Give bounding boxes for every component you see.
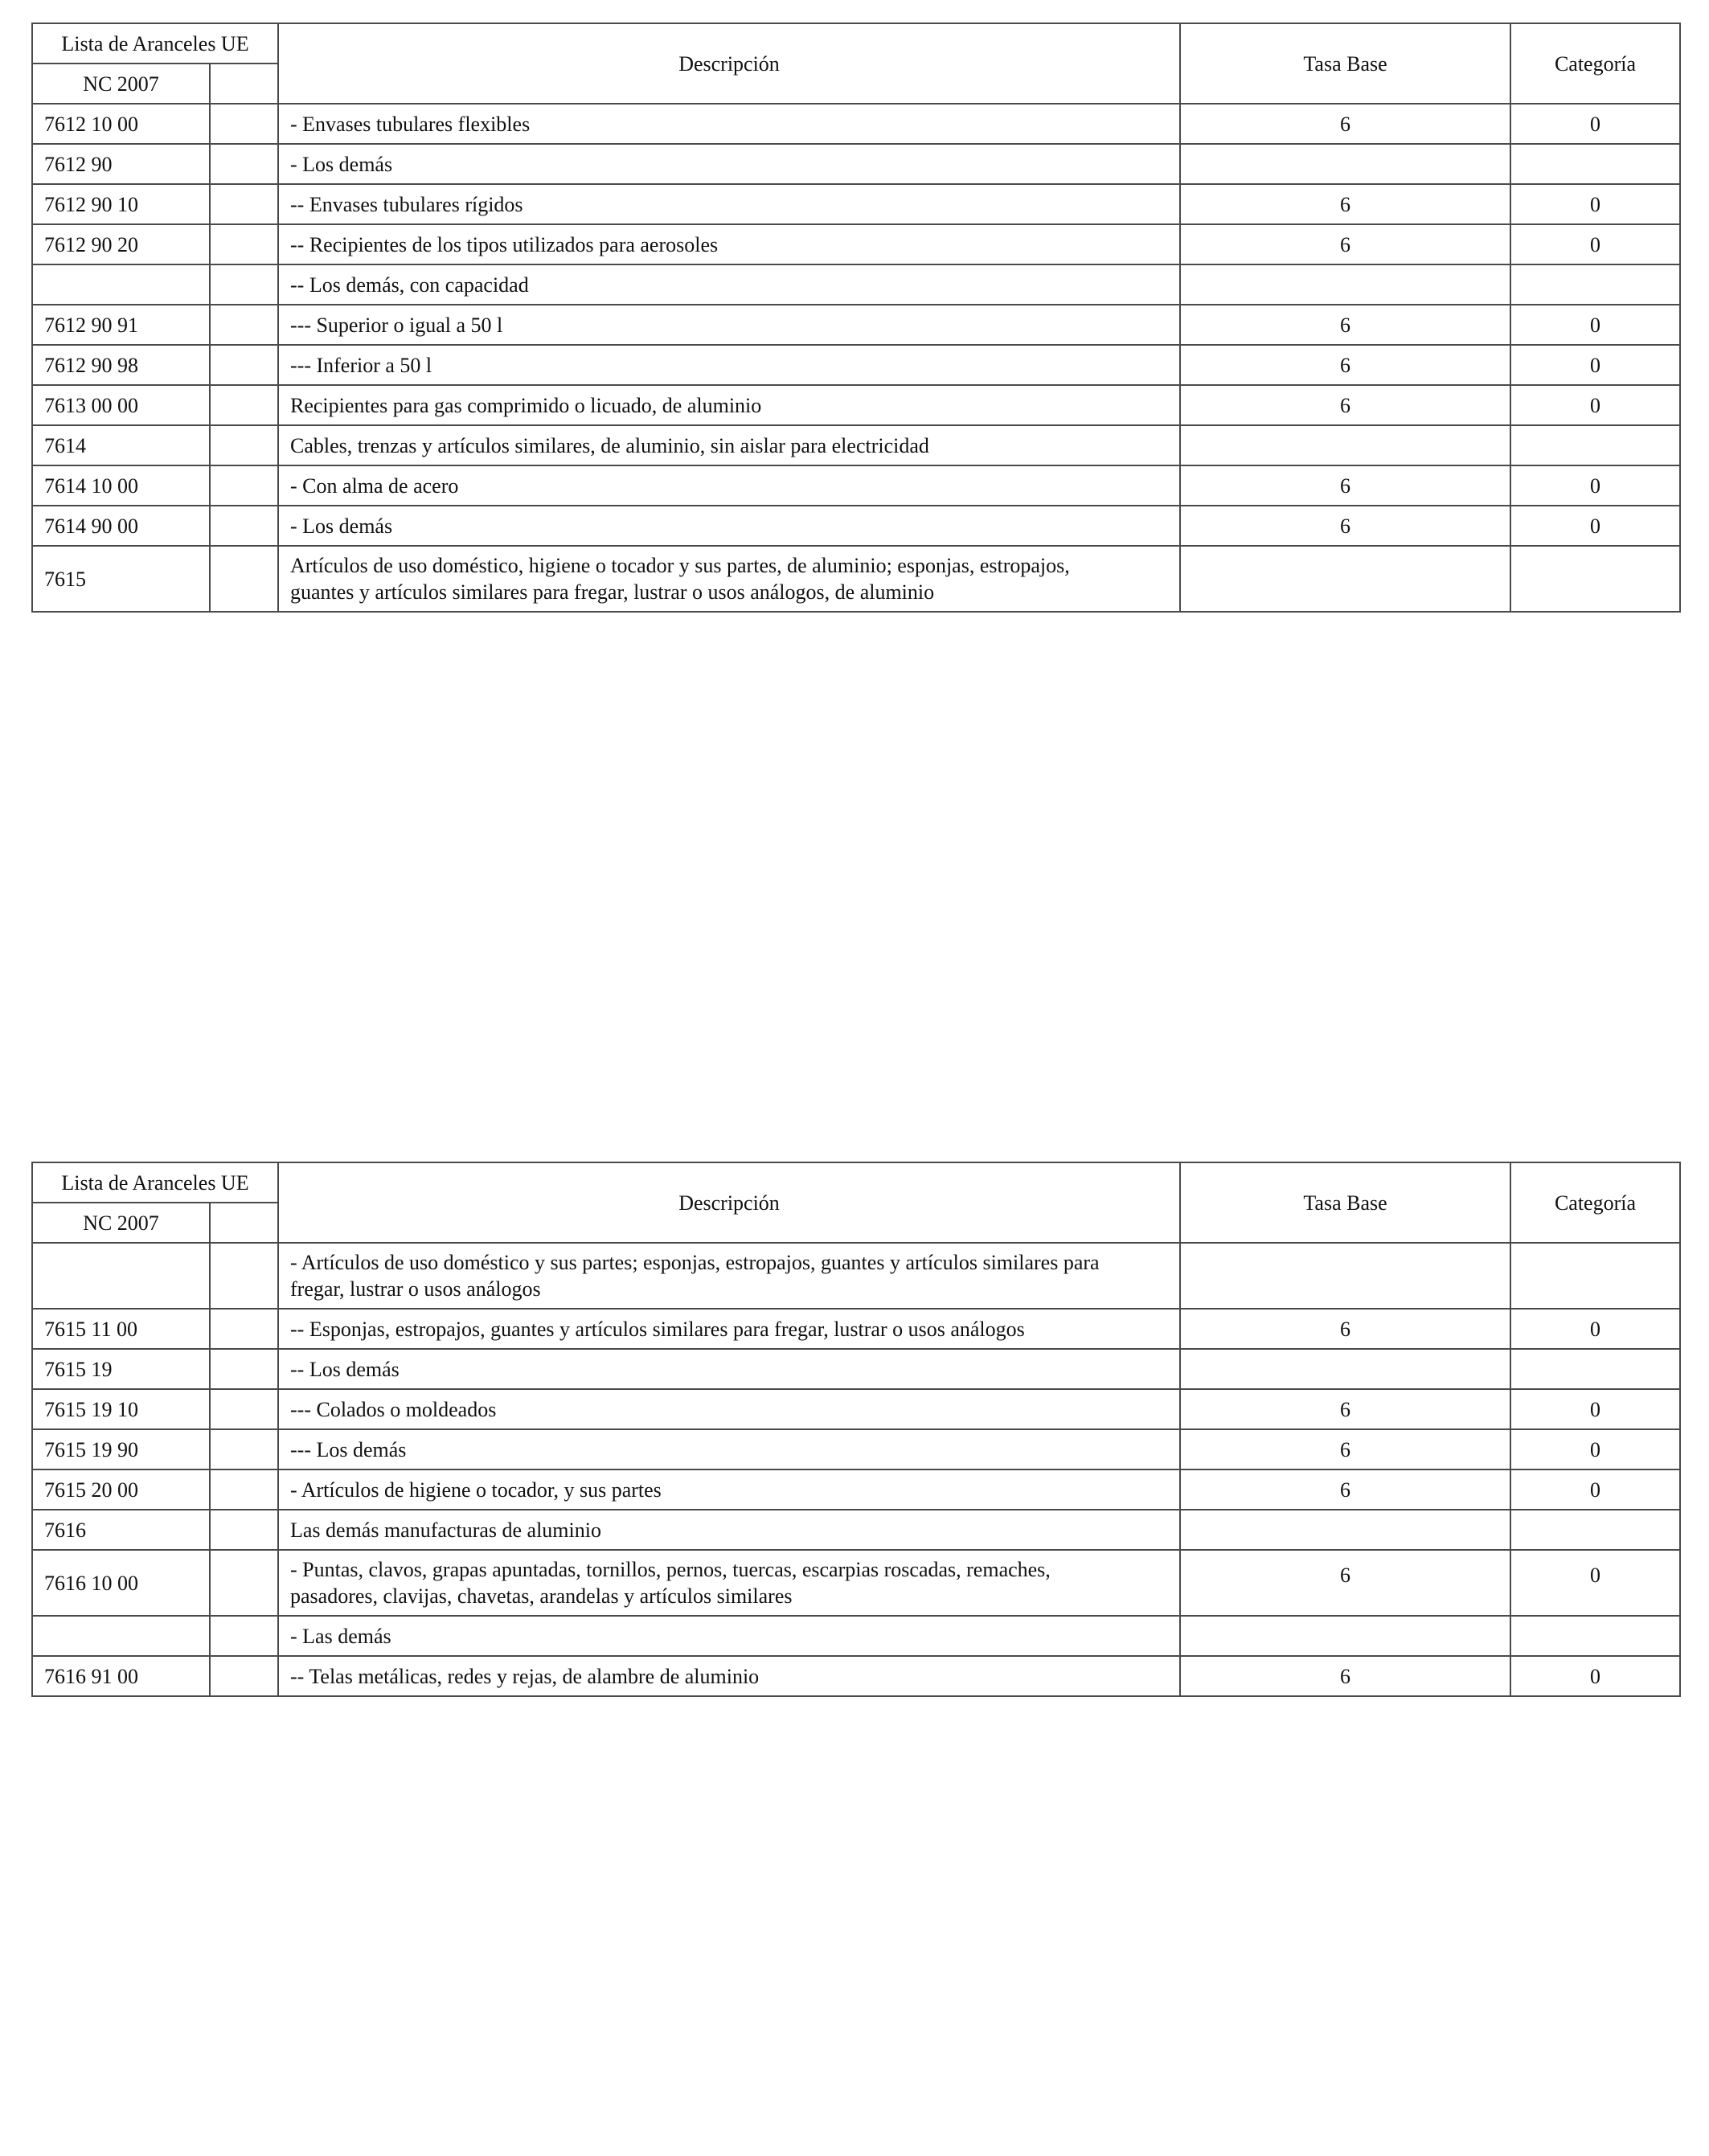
description-line: - Artículos de uso doméstico y sus partes; esponjas, estropajos, guantes y artículos similares para xyxy=(290,1251,1100,1274)
sub-cell xyxy=(210,506,278,546)
category-cell xyxy=(1510,144,1680,184)
tariff-table-1 xyxy=(31,23,1681,613)
description-cell: Las demás manufacturas de aluminio xyxy=(278,1510,1180,1550)
table-row xyxy=(32,385,1680,425)
description-cell: --- Superior o igual a 50 l xyxy=(278,305,1180,345)
description-cell: - Envases tubulares flexibles xyxy=(278,104,1180,144)
sub-cell xyxy=(210,345,278,385)
code-cell: 7612 90 98 xyxy=(32,345,210,385)
rate-cell: 6 xyxy=(1180,1550,1510,1616)
description-line: guantes y artículos similares para fregar, lustrar o usos análogos, de aluminio xyxy=(290,580,935,604)
description-cell: -- Los demás xyxy=(278,1349,1180,1389)
category-cell: 0 xyxy=(1510,104,1680,144)
description-line: Artículos de uso doméstico, higiene o tocador y sus partes, de aluminio; esponjas, estropajos, xyxy=(290,554,1070,577)
description-header: Descripción xyxy=(278,23,1180,104)
rate-cell: 6 xyxy=(1180,1469,1510,1510)
table-row xyxy=(32,1429,1680,1469)
rate-cell xyxy=(1180,1510,1510,1550)
description-cell: -- Envases tubulares rígidos xyxy=(278,184,1180,224)
sub-cell xyxy=(210,1349,278,1389)
base-rate-header: Tasa Base xyxy=(1180,1162,1510,1243)
code-cell: 7612 90 xyxy=(32,144,210,184)
rate-cell: 6 xyxy=(1180,506,1510,546)
code-cell: 7614 xyxy=(32,425,210,465)
category-cell xyxy=(1510,264,1680,305)
category-header: Categoría xyxy=(1510,1162,1680,1243)
description-cell: - Con alma de acero xyxy=(278,465,1180,506)
description-cell: --- Colados o moldeados xyxy=(278,1389,1180,1429)
category-cell: 0 xyxy=(1510,224,1680,264)
code-cell: 7616 xyxy=(32,1510,210,1550)
table-row xyxy=(32,1243,1680,1309)
rate-cell xyxy=(1180,425,1510,465)
category-cell: 0 xyxy=(1510,345,1680,385)
list-header: Lista de Aranceles UE xyxy=(32,23,278,64)
category-cell xyxy=(1510,1616,1680,1656)
code-cell: 7614 90 00 xyxy=(32,506,210,546)
category-header: Categoría xyxy=(1510,23,1680,104)
sub-cell xyxy=(210,1469,278,1510)
description-cell: - Los demás xyxy=(278,144,1180,184)
code-cell: 7616 10 00 xyxy=(32,1550,210,1616)
rate-cell: 6 xyxy=(1180,1656,1510,1696)
table-row xyxy=(32,425,1680,465)
description-cell: - Artículos de higiene o tocador, y sus partes xyxy=(278,1469,1180,1510)
description-cell: Cables, trenzas y artículos similares, de aluminio, sin aislar para electricidad xyxy=(278,425,1180,465)
sub-cell xyxy=(210,224,278,264)
category-cell xyxy=(1510,1243,1680,1309)
description-cell: -- Telas metálicas, redes y rejas, de alambre de aluminio xyxy=(278,1656,1180,1696)
category-cell xyxy=(1510,425,1680,465)
table-row xyxy=(32,1309,1680,1349)
description-cell: --- Los demás xyxy=(278,1429,1180,1469)
code-cell: 7612 90 10 xyxy=(32,184,210,224)
description-cell: -- Los demás, con capacidad xyxy=(278,264,1180,305)
sub-cell xyxy=(210,1309,278,1349)
rate-cell xyxy=(1180,144,1510,184)
category-cell xyxy=(1510,1349,1680,1389)
list-header: Lista de Aranceles UE xyxy=(32,1162,278,1203)
table-row xyxy=(32,1656,1680,1696)
code-cell xyxy=(32,264,210,305)
nc-header: NC 2007 xyxy=(32,1203,210,1243)
table-row xyxy=(32,264,1680,305)
table-row xyxy=(32,144,1680,184)
description-cell xyxy=(278,1550,1180,1616)
sub-cell xyxy=(210,305,278,345)
rate-cell: 6 xyxy=(1180,465,1510,506)
rate-cell xyxy=(1180,1349,1510,1389)
description-cell xyxy=(278,1243,1180,1309)
category-cell: 0 xyxy=(1510,1389,1680,1429)
table-row xyxy=(32,305,1680,345)
category-cell xyxy=(1510,546,1680,612)
description-cell: - Los demás xyxy=(278,506,1180,546)
code-cell: 7615 19 10 xyxy=(32,1389,210,1429)
code-cell: 7615 19 xyxy=(32,1349,210,1389)
sub-cell xyxy=(210,104,278,144)
rate-cell xyxy=(1180,1243,1510,1309)
nc-subheader-empty xyxy=(210,64,278,104)
sub-cell xyxy=(210,1243,278,1309)
nc-subheader-empty xyxy=(210,1203,278,1243)
table-row xyxy=(32,1349,1680,1389)
code-cell xyxy=(32,1243,210,1309)
sub-cell xyxy=(210,1429,278,1469)
rate-cell: 6 xyxy=(1180,224,1510,264)
rate-cell xyxy=(1180,546,1510,612)
category-cell: 0 xyxy=(1510,465,1680,506)
sub-cell xyxy=(210,144,278,184)
category-cell: 0 xyxy=(1510,1469,1680,1510)
table-row xyxy=(32,1389,1680,1429)
header-row xyxy=(32,1162,1680,1203)
sub-cell xyxy=(210,184,278,224)
code-cell: 7612 10 00 xyxy=(32,104,210,144)
rate-cell xyxy=(1180,264,1510,305)
code-cell: 7615 20 00 xyxy=(32,1469,210,1510)
rate-cell xyxy=(1180,1616,1510,1656)
rate-cell: 6 xyxy=(1180,1429,1510,1469)
sub-cell xyxy=(210,385,278,425)
description-line: pasadores, clavijas, chavetas, arandelas y artículos similares xyxy=(290,1584,793,1608)
code-cell: 7615 19 90 xyxy=(32,1429,210,1469)
code-cell: 7615 11 00 xyxy=(32,1309,210,1349)
code-cell: 7612 90 20 xyxy=(32,224,210,264)
code-cell: 7613 00 00 xyxy=(32,385,210,425)
table-row xyxy=(32,1510,1680,1550)
table-row xyxy=(32,104,1680,144)
sub-cell xyxy=(210,1510,278,1550)
category-cell: 0 xyxy=(1510,1656,1680,1696)
table-row xyxy=(32,1469,1680,1510)
sub-cell xyxy=(210,264,278,305)
rate-cell: 6 xyxy=(1180,184,1510,224)
category-cell xyxy=(1510,1510,1680,1550)
category-cell: 0 xyxy=(1510,506,1680,546)
category-cell: 0 xyxy=(1510,305,1680,345)
code-cell: 7615 xyxy=(32,546,210,612)
rate-cell: 6 xyxy=(1180,305,1510,345)
sub-cell xyxy=(210,425,278,465)
table-row xyxy=(32,1550,1680,1616)
code-cell: 7614 10 00 xyxy=(32,465,210,506)
sub-cell xyxy=(210,1656,278,1696)
header-row xyxy=(32,23,1680,64)
rate-cell: 6 xyxy=(1180,104,1510,144)
description-cell: Recipientes para gas comprimido o licuado, de aluminio xyxy=(278,385,1180,425)
rate-cell: 6 xyxy=(1180,345,1510,385)
description-header: Descripción xyxy=(278,1162,1180,1243)
table-row xyxy=(32,224,1680,264)
code-cell xyxy=(32,1616,210,1656)
category-cell: 0 xyxy=(1510,184,1680,224)
category-cell: 0 xyxy=(1510,1309,1680,1349)
table-row xyxy=(32,184,1680,224)
description-cell xyxy=(278,546,1180,612)
table-row xyxy=(32,465,1680,506)
base-rate-header: Tasa Base xyxy=(1180,23,1510,104)
rate-cell: 6 xyxy=(1180,1309,1510,1349)
code-cell: 7616 91 00 xyxy=(32,1656,210,1696)
description-line: - Puntas, clavos, grapas apuntadas, tornillos, pernos, tuercas, escarpias roscadas, remaches, xyxy=(290,1558,1051,1581)
description-cell: - Las demás xyxy=(278,1616,1180,1656)
nc-header: NC 2007 xyxy=(32,64,210,104)
code-cell: 7612 90 91 xyxy=(32,305,210,345)
sub-cell xyxy=(210,1550,278,1616)
table-row xyxy=(32,345,1680,385)
description-line: fregar, lustrar o usos análogos xyxy=(290,1277,541,1301)
tariff-table-2 xyxy=(31,1162,1681,1697)
category-cell: 0 xyxy=(1510,1429,1680,1469)
category-cell: 0 xyxy=(1510,1550,1680,1616)
table-row xyxy=(32,546,1680,612)
sub-cell xyxy=(210,546,278,612)
description-cell: --- Inferior a 50 l xyxy=(278,345,1180,385)
table-row xyxy=(32,506,1680,546)
description-cell: -- Esponjas, estropajos, guantes y artículos similares para fregar, lustrar o usos análogos xyxy=(278,1309,1180,1349)
rate-cell: 6 xyxy=(1180,385,1510,425)
sub-cell xyxy=(210,1616,278,1656)
sub-cell xyxy=(210,1389,278,1429)
sub-cell xyxy=(210,465,278,506)
rate-cell: 6 xyxy=(1180,1389,1510,1429)
category-cell: 0 xyxy=(1510,385,1680,425)
table-row xyxy=(32,1616,1680,1656)
description-cell: -- Recipientes de los tipos utilizados para aerosoles xyxy=(278,224,1180,264)
